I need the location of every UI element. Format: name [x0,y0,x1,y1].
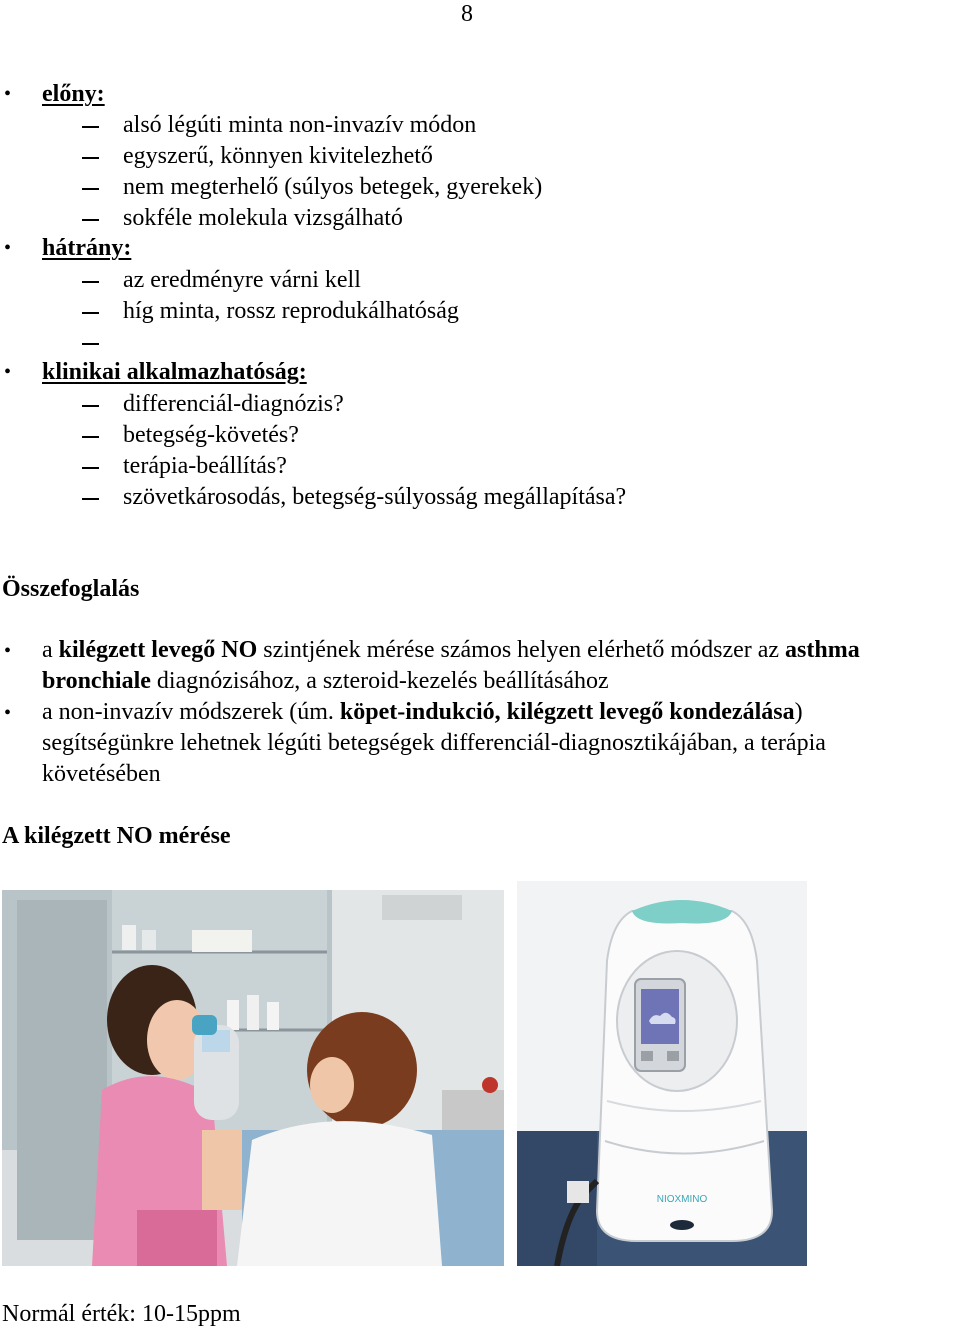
dash-icon [82,467,99,469]
no-measurement-title: A kilégzett NO mérése [2,823,231,849]
summary-paragraph-2-line-3: követésében [42,761,161,787]
summary-title: Összefoglalás [2,576,140,602]
summary-paragraph-2-line-2: segítségünkre lehetnek légúti betegségek differenciál-diagnosztikájában, a terápia [42,730,826,756]
list-item: alsó légúti minta non-invazív módon [123,112,477,138]
dash-icon [82,126,99,128]
clinical-heading: klinikai alkalmazhatóság: [42,359,307,385]
dash-icon [82,188,99,190]
page-number: 8 [461,1,473,27]
bullet-icon: • [4,640,12,662]
dash-icon [82,312,99,314]
photo-niox-device [517,881,807,1266]
dash-icon [82,281,99,283]
dash-icon [82,219,99,221]
dash-icon [82,498,99,500]
dash-icon [82,436,99,438]
list-item: az eredményre várni kell [123,267,361,293]
summary-paragraph-2-line-1: a non-invazív módszerek (úm. köpet-indukció, kilégzett levegő kondezálása) [42,699,803,725]
list-item: differenciál-diagnózis? [123,391,344,417]
bullet-icon: • [4,83,12,105]
dash-icon [82,157,99,159]
summary-paragraph-1-line-1: a kilégzett levegő NO szintjének mérése számos helyen elérhető módszer az asthma [42,637,860,663]
bullet-icon: • [4,702,12,724]
list-item: sokféle molekula vizsgálható [123,205,403,231]
list-item: nem megterhelő (súlyos betegek, gyerekek) [123,174,543,200]
bullet-icon: • [4,361,12,383]
disadvantages-heading: hátrány: [42,235,132,261]
normal-value-text: Normál érték: 10-15ppm [2,1301,241,1327]
advantages-heading: előny: [42,81,105,107]
device-brand-label: NIOXMINO [656,1194,708,1205]
summary-paragraph-1-line-2: bronchiale diagnózisához, a szteroid-kezelés beállításához [42,668,609,694]
list-item: betegség-követés? [123,422,299,448]
photo-child-measurement [2,890,504,1266]
dash-icon [82,343,99,345]
bullet-icon: • [4,237,12,259]
list-item: híg minta, rossz reprodukálhatóság [123,298,459,324]
list-item: terápia-beállítás? [123,453,287,479]
dash-icon [82,405,99,407]
list-item: egyszerű, könnyen kivitelezhető [123,143,433,169]
list-item: szövetkárosodás, betegség-súlyosság megállapítása? [123,484,627,510]
